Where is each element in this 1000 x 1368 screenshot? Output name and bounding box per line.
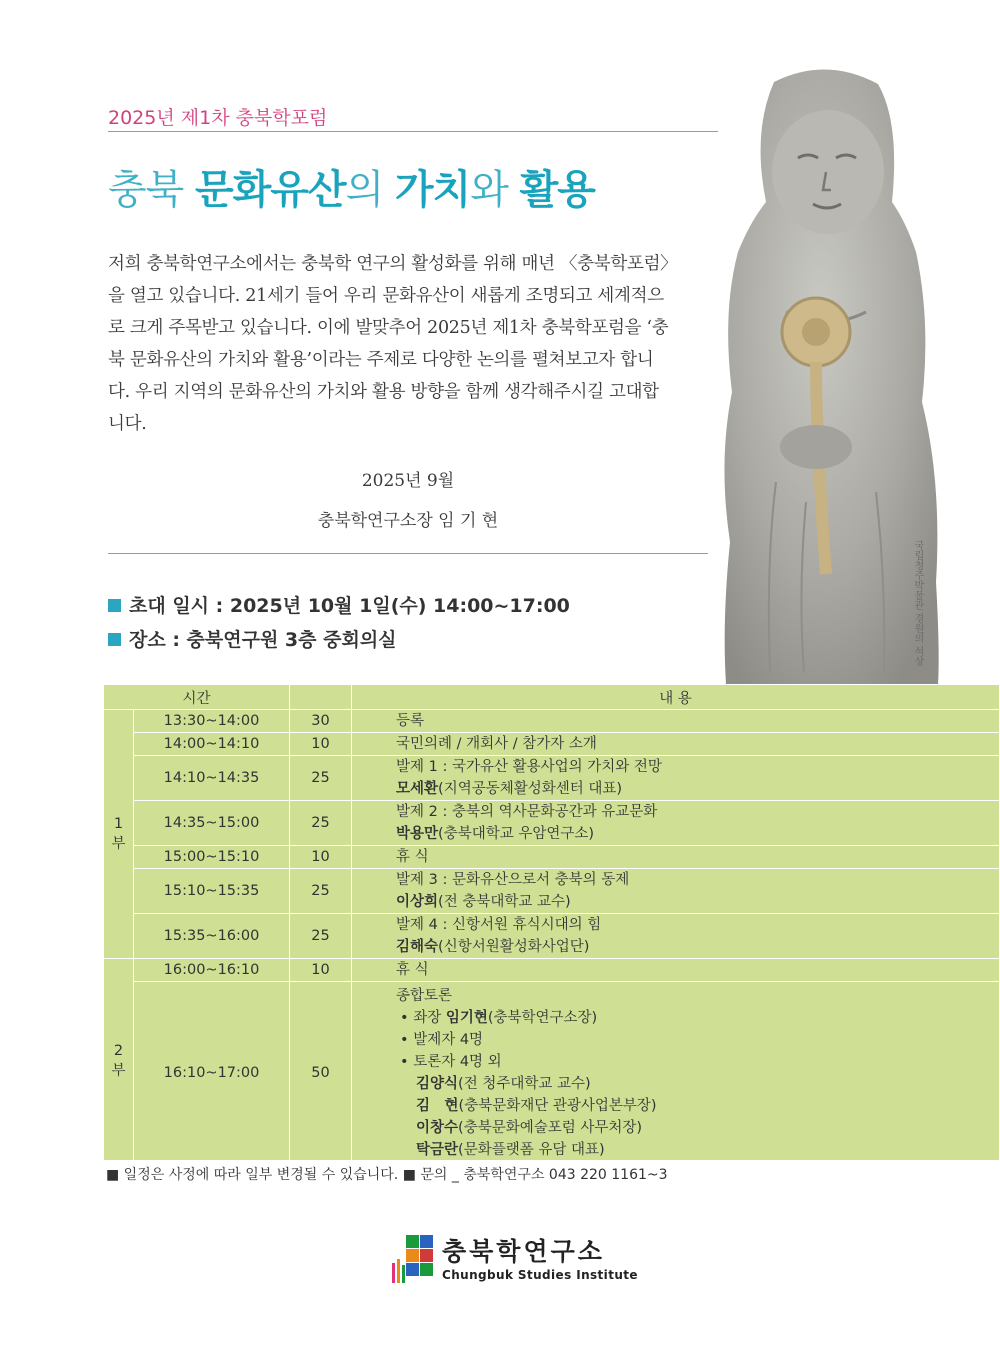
header-content: 내 용 [352,685,1000,710]
row-content [352,982,1000,1164]
discussion-chair [396,1007,995,1029]
title-part: 의 [345,167,395,213]
square-bullet-icon [108,633,121,646]
panelist [396,1073,995,1095]
panelist [396,1117,995,1139]
intro-line: 저희 충북학연구소에서는 충북학 연구의 활성화를 위해 매년 〈충북학포럼〉 [108,254,678,274]
chair-name: 임기현 [445,1009,488,1026]
letter-date: 2025년 9월 [361,471,455,491]
title-highlight: 가치 [394,167,471,213]
speaker-affiliation: (지역공동체활성화센터 대표) [438,781,623,797]
title-part: 충북 [108,167,195,213]
mid-divider [108,553,708,554]
session-title: 발제 2 : 충북의 역사문화공간과 유교문화 [396,804,658,820]
intro-line: 다. 우리 지역의 문화유산의 가치와 활용 방향을 함께 생각해주시길 고대합 [108,382,659,402]
event-place [108,625,397,652]
top-divider [108,131,718,132]
discussion-presenters: • 발제자 4명 [396,1029,995,1051]
intro-line: 니다. [108,414,147,434]
row-minutes: 10 [290,959,352,982]
speaker-name: 모세환 [396,781,439,797]
table-row [104,801,1000,846]
table-row [104,846,1000,869]
row-time: 14:10~14:35 [134,756,290,801]
row-content: 등록 [352,710,1000,733]
row-time: 15:10~15:35 [134,869,290,914]
row-minutes: 25 [290,801,352,846]
panelist-affiliation: (문화플랫폼 유담 대표) [458,1141,605,1158]
table-row [104,982,1000,1164]
header-time: 시간 [104,685,290,710]
row-time: 15:35~16:00 [134,914,290,959]
row-minutes: 50 [290,982,352,1164]
speaker-name: 박용만 [396,826,439,842]
speaker-affiliation: (전 충북대학교 교수) [438,894,571,910]
session-speaker [396,891,995,913]
speaker-affiliation: (신항서원활성화사업단) [438,939,590,955]
row-time: 14:35~15:00 [134,801,290,846]
discussion-panel: • 토론자 4명 외 [396,1051,995,1073]
panelist-name: 김 현 [416,1097,459,1114]
table-row [104,959,1000,982]
chair-prefix: 좌장 [413,1009,446,1026]
title-part: 와 [470,167,520,213]
intro-paragraph [108,248,708,440]
table-row [104,756,1000,801]
row-minutes: 25 [290,756,352,801]
schedule-table [103,684,1000,1164]
schedule-note: ■ 일정은 사정에 따라 일부 변경될 수 있습니다. ■ 문의 _ 충북학연구소 043 220 1161~3 [106,1167,668,1183]
row-content: 국민의례 / 개회사 / 참가자 소개 [352,733,1000,756]
intro-line: 북 문화유산의 가치와 활용’이라는 주제로 다양한 논의를 펼쳐보고자 합니 [108,350,654,370]
row-minutes: 30 [290,710,352,733]
institute-name: 충북학연구소 [442,1237,605,1266]
event-place-text: 장소 : 충북연구원 3층 중회의실 [129,629,397,651]
speaker-name: 김해숙 [396,939,439,955]
session-speaker [396,936,995,958]
row-minutes: 25 [290,869,352,914]
letter-signature: 충북학연구소장 임 기 현 [317,511,499,531]
row-content [352,869,1000,914]
row-time: 14:00~14:10 [134,733,290,756]
row-minutes: 10 [290,733,352,756]
discussion-title: 종합토론 [396,987,453,1004]
forum-eyebrow: 2025년 제1차 충북학포럼 [108,107,328,129]
header-empty [290,685,352,710]
event-datetime-text: 초대 일시 : 2025년 10월 1일(수) 14:00~17:00 [129,595,570,617]
institute-logo-icon [392,1235,434,1287]
panelist-name: 탁금란 [416,1141,459,1158]
table-row [104,869,1000,914]
row-content: 휴 식 [352,959,1000,982]
panelist-affiliation: (충북문화재단 관광사업본부장) [458,1097,657,1114]
panelist-affiliation: (전 청주대학교 교수) [458,1075,591,1092]
row-content [352,801,1000,846]
panelist [396,1139,995,1161]
row-time: 16:00~16:10 [134,959,290,982]
title-highlight: 문화유산 [195,167,346,213]
row-minutes: 10 [290,846,352,869]
session-title: 발제 1 : 국가유산 활용사업의 가치와 전망 [396,759,662,775]
table-row [104,733,1000,756]
part-label: 1부 [104,710,134,959]
panelist-name: 이창수 [416,1119,459,1136]
intro-line: 을 열고 있습니다. 21세기 들어 우리 문화유산이 새롭게 조명되고 세계적으 [108,286,664,306]
session-title: 발제 3 : 문화유산으로서 충북의 동제 [396,872,630,888]
title-highlight: 활용 [519,167,595,213]
panelist [396,1095,995,1117]
panelist-name: 김양식 [416,1075,459,1092]
intro-line: 로 크게 주목받고 있습니다. 이에 발맞추어 2025년 제1차 충북학포럼을 ‘충 [108,318,669,338]
panelist-affiliation: (충북문화예술포럼 사무처장) [458,1119,643,1136]
row-time: 13:30~14:00 [134,710,290,733]
row-time: 16:10~17:00 [134,982,290,1164]
session-title: 발제 4 : 신항서원 휴식시대의 힘 [396,917,602,933]
row-minutes: 25 [290,914,352,959]
row-content: 휴 식 [352,846,1000,869]
page-title [108,158,595,215]
part-label: 2부 [104,959,134,1164]
speaker-affiliation: (충북대학교 우암연구소) [438,826,595,842]
square-bullet-icon [108,599,121,612]
table-row [104,914,1000,959]
session-speaker [396,778,995,800]
photo-credit: 국립청주박물관 경원의 석상 [912,540,923,667]
chair-affiliation: (충북학연구소장) [487,1009,598,1026]
session-speaker [396,823,995,845]
table-row [104,710,1000,733]
event-datetime [108,591,570,618]
row-content [352,756,1000,801]
speaker-name: 이상희 [396,894,439,910]
row-content [352,914,1000,959]
row-time: 15:00~15:10 [134,846,290,869]
institute-name-en: Chungbuk Studies Institute [442,1268,638,1282]
